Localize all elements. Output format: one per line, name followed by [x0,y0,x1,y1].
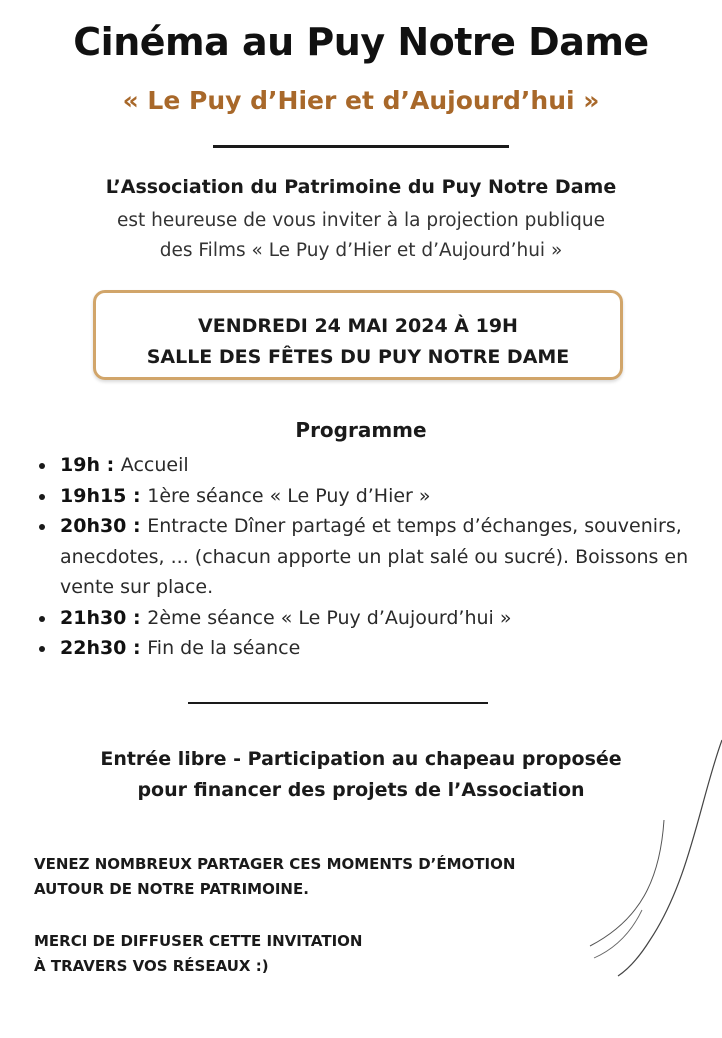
programme-time: 22h30 [60,637,127,659]
invitation-line-2: des Films « Le Puy d’Hier et d’Aujourd’hui » [159,240,563,261]
closing-invite-line-1: VENEZ NOMBREUX PARTAGER CES MOMENTS D’ÉMOTION [34,855,516,873]
programme-time: 20h30 [60,515,127,537]
event-date: VENDREDI 24 MAI 2024 À 19H [198,315,518,337]
closing-invite-line-2: AUTOUR DE NOTRE PATRIMOINE. [34,880,309,898]
decorative-curve-1 [618,740,722,976]
programme-item: 20h30 : Entracte Dîner partagé et temps d’échanges, souvenirs, anecdotes, ... (chacun apporte un plat salé ou sucré). Boissons en vente sur place. [36,511,696,603]
programme-text: Entracte Dîner partagé et temps d’échanges, souvenirs, anecdotes, ... (chacun apporte un plat salé ou sucré). Boissons en vente sur place. [60,515,689,598]
programme-text: 2ème séance « Le Puy d’Aujourd’hui » [147,606,512,629]
entry-line-2: pour financer des projets de l’Association [137,779,585,801]
page-title: Cinéma au Puy Notre Dame [73,20,649,64]
programme-text: 1ère séance « Le Puy d’Hier » [147,484,431,507]
programme-item: 21h30 : 2ème séance « Le Puy d’Aujourd’hui » [36,603,696,634]
association-name: L’Association du Patrimoine du Puy Notre Dame [105,176,617,198]
decorative-curve-2 [590,820,664,946]
entry-line-1: Entrée libre - Participation au chapeau proposée [100,748,622,770]
programme-time: 19h15 [60,484,127,507]
programme-item: 19h15 : 1ère séance « Le Puy d’Hier » [36,481,696,512]
programme-text: Fin de la séance [147,637,301,659]
closing-share-line-1: MERCI DE DIFFUSER CETTE INVITATION [34,932,363,950]
programme-title: Programme [295,418,427,442]
programme-time: 21h30 [60,606,127,629]
programme-item: 19h : Accueil [36,450,696,481]
decorative-curve-3 [594,910,642,958]
invitation-line-1: est heureuse de vous inviter à la projection publique [117,210,605,231]
programme-item: 22h30 : Fin de la séance [36,633,696,664]
programme-text: Accueil [120,454,189,476]
programme-time: 19h [60,454,100,476]
closing-share-line-2: À TRAVERS VOS RÉSEAUX :) [34,957,269,975]
event-venue: SALLE DES FÊTES DU PUY NOTRE DAME [146,346,570,368]
page-subtitle: « Le Puy d’Hier et d’Aujourd’hui » [122,86,600,115]
